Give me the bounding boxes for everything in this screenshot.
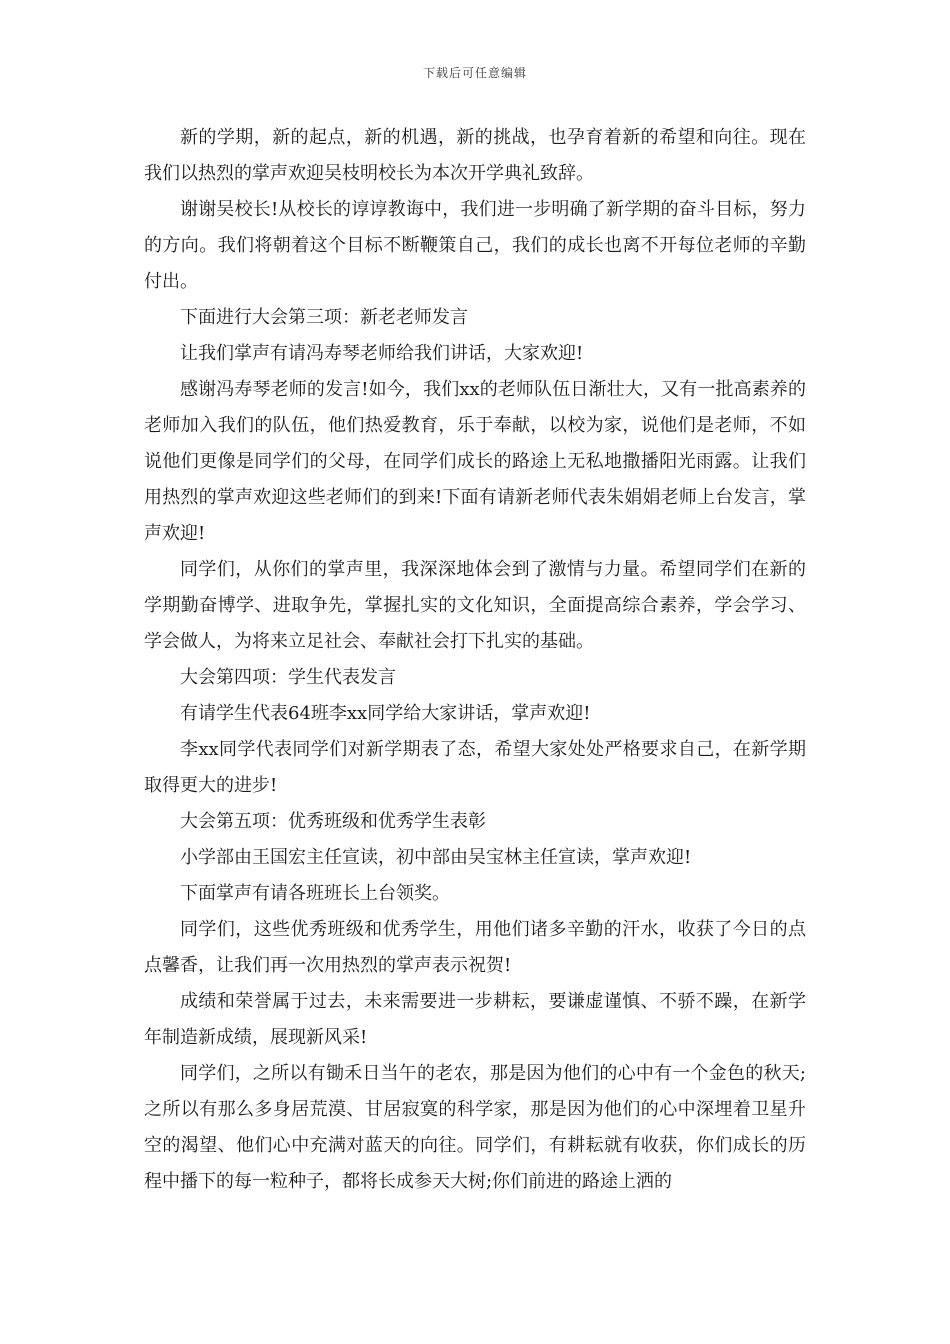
paragraph-8: 有请学生代表64班李xx同学给大家讲话，掌声欢迎! xyxy=(180,703,591,724)
paragraph-6: 同学们，从你们的掌声里，我深深地体会到了激情与力量。希望同学们在新的学期勤奋博学、进取争先，掌握扎实的文化知识，全面提高综合素养，学会学习、学会做人，为将来立足社会、奉献社会打下扎实的基础。 xyxy=(144,559,806,652)
paragraph-5: 感谢冯寿琴老师的发言!如今，我们xx的老师队伍日渐壮大，又有一批高素养的老师加入我们的队伍，他们热爱教育，乐于奉献，以校为家，说他们是老师，不如说他们更像是同学们的父母，在同学们成长的路途上无私地撒播阳光雨露。让我们用热烈的掌声欢迎这些老师们的到来!下面有请新老师代表朱娟娟老师上台发言，掌声欢迎! xyxy=(144,379,806,544)
paragraph-15: 同学们，之所以有锄禾日当午的老农，那是因为他们的心中有一个金色的秋天;之所以有那么多身居荒漠、甘居寂寞的科学家，那是因为他们的心中深埋着卫星升空的渴望、他们心中充满对蓝天的向往。同学们，有耕耘就有收获，你们成长的历程中播下的每一粒种子，都将长成参天大树;你们前进的路途上洒的 xyxy=(144,1063,806,1192)
paragraph-14: 成绩和荣誉属于过去，未来需要进一步耕耘，要谦虚谨慎、不骄不躁，在新学年制造新成绩，展现新风采! xyxy=(144,991,806,1048)
paragraph-4: 让我们掌声有请冯寿琴老师给我们讲话，大家欢迎! xyxy=(180,343,584,364)
paragraph-3: 下面进行大会第三项：新老老师发言 xyxy=(180,307,468,328)
paragraph-11: 小学部由王国宏主任宣读，初中部由吴宝林主任宣读，掌声欢迎! xyxy=(180,847,692,868)
page-header: 下载后可任意编辑 xyxy=(422,66,527,80)
paragraph-10: 大会第五项：优秀班级和优秀学生表彰 xyxy=(180,811,486,832)
paragraph-12: 下面掌声有请各班班长上台领奖。 xyxy=(180,883,450,904)
paragraph-2: 谢谢吴校长!从校长的谆谆教诲中，我们进一步明确了新学期的奋斗目标，努力的方向。我们将朝着这个目标不断鞭策自己，我们的成长也离不开每位老师的辛勤付出。 xyxy=(144,199,806,292)
document-body xyxy=(144,120,806,1200)
paragraph-9: 李xx同学代表同学们对新学期表了态，希望大家处处严格要求自己，在新学期取得更大的进步! xyxy=(144,739,806,796)
paragraph-13: 同学们，这些优秀班级和优秀学生，用他们诸多辛勤的汗水，收获了今日的点点馨香，让我们再一次用热烈的掌声表示祝贺! xyxy=(144,919,806,976)
paragraph-7: 大会第四项：学生代表发言 xyxy=(180,667,396,688)
paragraph-1: 新的学期，新的起点，新的机遇，新的挑战，也孕育着新的希望和向往。现在我们以热烈的掌声欢迎吴枝明校长为本次开学典礼致辞。 xyxy=(144,127,806,184)
